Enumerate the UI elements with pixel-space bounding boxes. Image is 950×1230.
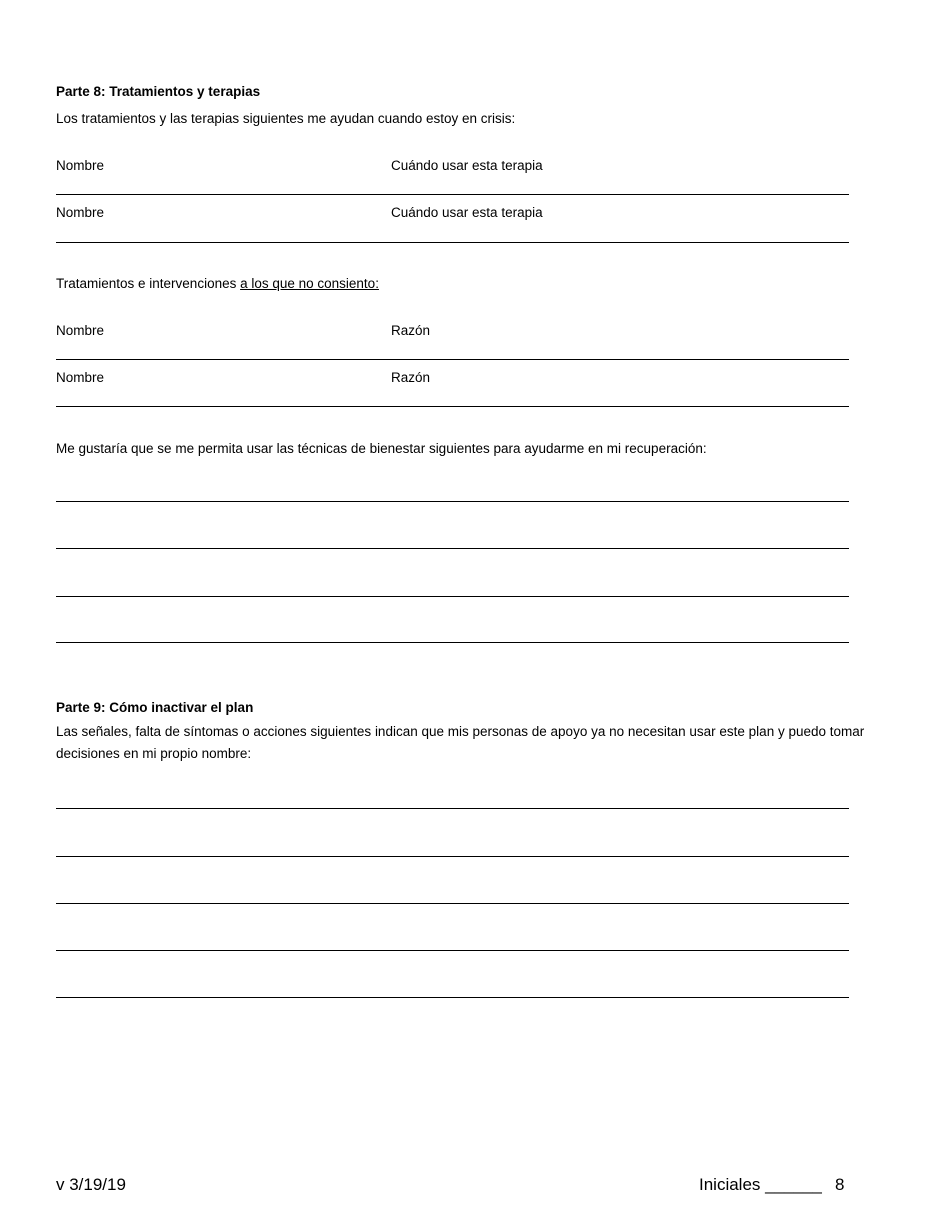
refused-name-label-2: Nombre: [56, 370, 105, 385]
no-consent-heading: [56, 275, 379, 293]
wellness-line-3[interactable]: [56, 596, 849, 597]
version-label: v 3/19/19: [56, 1175, 126, 1194]
deactivate-line-5[interactable]: [56, 997, 849, 998]
refused-reason-label-1: Razón: [391, 323, 431, 338]
no-consent-prefix: Tratamientos e intervenciones: [56, 276, 241, 291]
wellness-line-1[interactable]: [56, 501, 849, 502]
refused-name-label-1: Nombre: [56, 323, 105, 338]
therapy-name-label-1: Nombre: [56, 158, 105, 173]
therapy-entry-line-1[interactable]: [56, 194, 849, 195]
part9-heading: Parte 9: Cómo inactivar el plan: [56, 700, 254, 715]
page-number: 8: [835, 1175, 845, 1194]
refused-entry-line-2[interactable]: [56, 406, 849, 407]
wellness-prompt: Me gustaría que se me permita usar las técnicas de bienestar siguientes para ayudarme en mi recuperación:: [56, 441, 707, 456]
deactivate-line-3[interactable]: [56, 903, 849, 904]
therapy-when-label-2: Cuándo usar esta terapia: [391, 205, 543, 220]
deactivate-line-1[interactable]: [56, 808, 849, 809]
therapy-when-label-1: Cuándo usar esta terapia: [391, 158, 543, 173]
initials-field[interactable]: Iniciales ______: [699, 1175, 822, 1194]
no-consent-underlined: a los que no consiento:: [240, 276, 379, 291]
refused-reason-label-2: Razón: [391, 370, 431, 385]
wellness-line-2[interactable]: [56, 548, 849, 549]
wellness-line-4[interactable]: [56, 642, 849, 643]
part8-intro: Los tratamientos y las terapias siguientes me ayudan cuando estoy en crisis:: [56, 111, 516, 126]
part8-heading: Parte 8: Tratamientos y terapias: [56, 84, 261, 99]
part9-intro: Las señales, falta de síntomas o acciones siguientes indican que mis personas de apoyo ya no necesitan usar este plan y puedo tomar decisiones en mi propio nombre:: [56, 724, 865, 761]
refused-entry-line-1[interactable]: [56, 359, 849, 360]
deactivate-line-4[interactable]: [56, 950, 849, 951]
therapy-name-label-2: Nombre: [56, 205, 105, 220]
deactivate-line-2[interactable]: [56, 856, 849, 857]
therapy-entry-line-2[interactable]: [56, 242, 849, 243]
